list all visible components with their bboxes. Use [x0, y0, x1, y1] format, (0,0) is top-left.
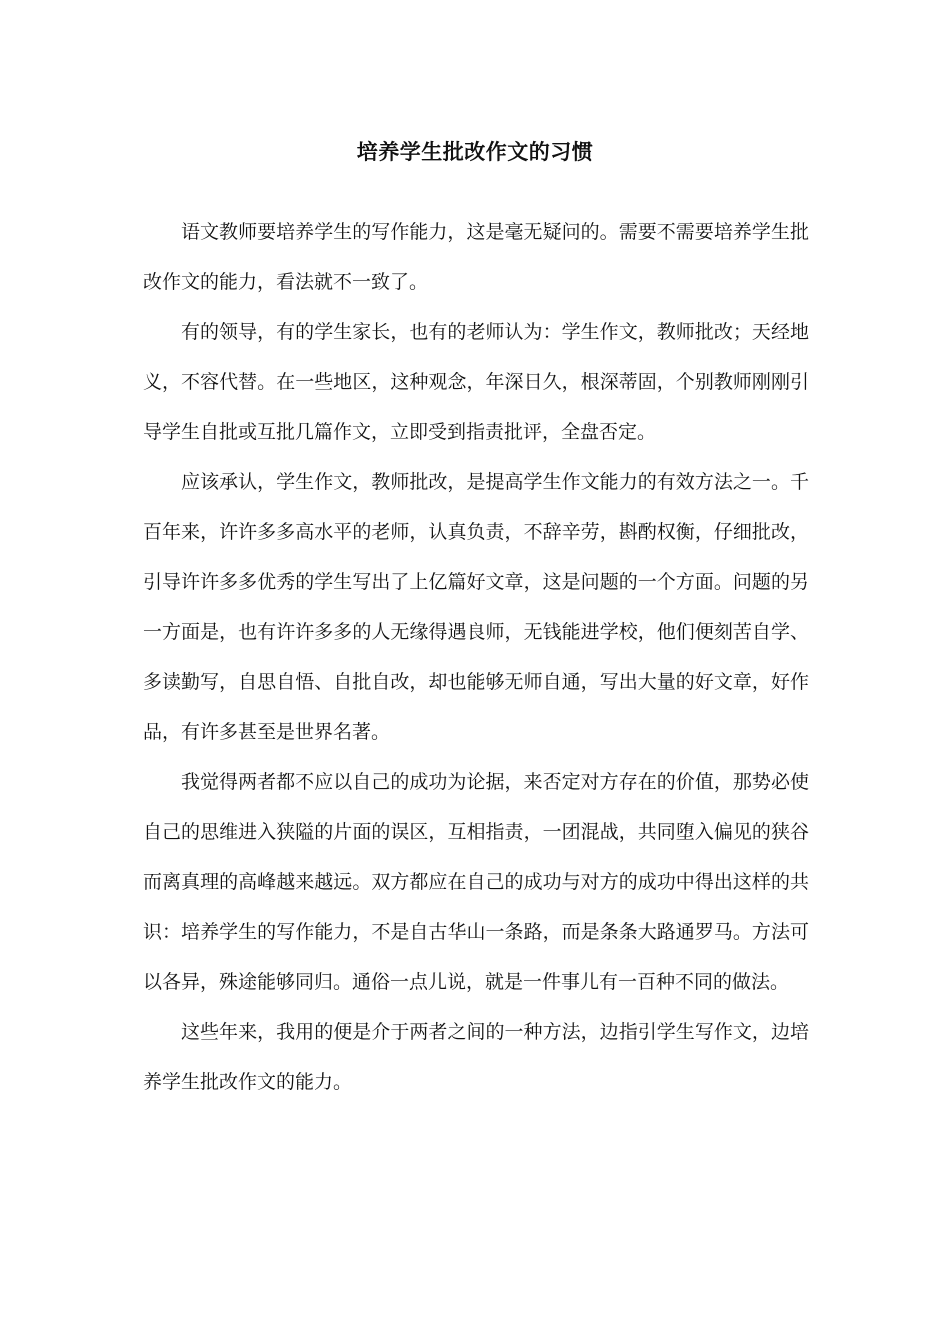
- paragraph-2: 有的领导，有的学生家长，也有的老师认为：学生作文，教师批改；天经地义，不容代替。在一些地区，这种观念，年深日久，根深蒂固，个别教师刚刚引导学生自批或互批几篇作文，立即受到指责批评，全盘否定。: [143, 321, 809, 443]
- paragraph-4: 我觉得两者都不应以自己的成功为论据，来否定对方存在的价值，那势必使自己的思维进入狭隘的片面的误区，互相指责，一团混战，共同堕入偏见的狭谷而离真理的高峰越来越远。双方都应在自己的成功与对方的成功中得出这样的共识：培养学生的写作能力，不是自古华山一条路，而是条条大路通罗马。方法可以各异，殊途能够同归。通俗一点儿说，就是一件事儿有一百种不同的做法。: [143, 771, 809, 993]
- paragraph-1: 语文教师要培养学生的写作能力，这是毫无疑问的。需要不需要培养学生批改作文的能力，看法就不一致了。: [143, 221, 809, 293]
- document-body: [143, 207, 809, 1107]
- paragraph-3: 应该承认，学生作文，教师批改，是提高学生作文能力的有效方法之一。千百年来，许许多多高水平的老师，认真负责，不辞辛劳，斟酌权衡，仔细批改，引导许许多多优秀的学生写出了上亿篇好文章，这是问题的一个方面。问题的另一方面是，也有许许多多的人无缘得遇良师，无钱能进学校，他们便刻苦自学、多读勤写，自思自悟、自批自改，却也能够无师自通，写出大量的好文章，好作品，有许多甚至是世界名著。: [143, 471, 809, 743]
- paragraph-5: 这些年来，我用的便是介于两者之间的一种方法，边指引学生写作文，边培养学生批改作文的能力。: [143, 1021, 809, 1093]
- document-title: 培养学生批改作文的习惯: [356, 140, 594, 164]
